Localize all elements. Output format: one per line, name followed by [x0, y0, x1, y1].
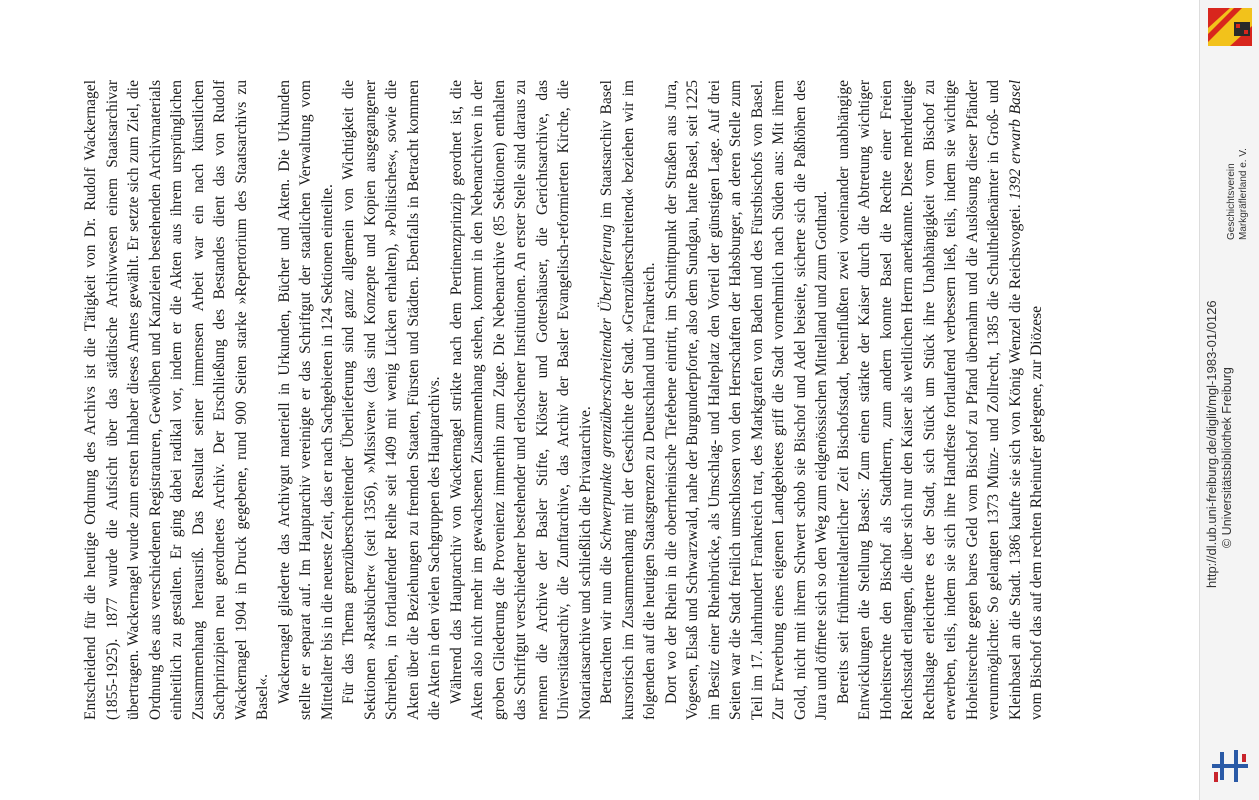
page-text	[80, 80, 1220, 720]
coat-of-arms-icon	[1208, 8, 1252, 46]
paragraph-2: Wackernagel gliederte das Archivgut materiell in Urkunden, Bücher und Akten. Die Urkunden stellte er separat auf. Im Hauptarchiv vereinigte er das Schriftgut der staatlichen Verwaltung vom Mittelalter bis in die neueste Zeit, das er nach Sachgebieten in 124 Sektionen einteilte.	[275, 80, 336, 720]
copyright-notice: © Universitätsbibliothek Freiburg	[1220, 367, 1234, 548]
italic-phrase: 1392 erwarb Basel	[1006, 79, 1024, 200]
ub-freiburg-logo-icon	[1210, 748, 1250, 784]
document-url-link[interactable]: http://dl.ub.uni-freiburg.de/diglit/mgl-1983-01/0126	[1204, 300, 1219, 588]
paragraph-6: Dort wo der Rhein in die oberrheinische Tiefebene eintritt, im Schnittpunkt der Straßen aus Jura, Vogesen, Elsaß und Schwarzwald, nahe der Burgunderpforte, also dem Sundgau, hatte Basel, seit 1225 im Besitz einer Rheinbrücke, als Umschlag- und Halteplatz den Vorteil der günstigen Lage. Auf drei Seiten war die Stadt freilich umschlossen von den Herrschaften der Habsburger, an deren Stelle zum Teil im 17. Jahrhundert Frankreich trat, des Markgrafen von Baden und des Fürstbischofs von Basel. Zur Erwerbung eines eigenen Landgebietes griff die Stadt vornehmlich nach Süden aus: Mit ihrem Gold, nicht mit ihrem Schwert schob sie Bischof und Adel beiseite, sicherte sich die Paßhöhen des Jura und öffnete sich so den Weg zum eidgenössischen Mittelland und zum Gotthard.	[662, 80, 830, 720]
paragraph-4: Während das Hauptarchiv von Wackernagel strikte nach dem Pertinenzprinzip geordnet ist, die Akten also nicht mehr im gewachsenen Zusammenhang stehen, kommt in den Nebenarchiven in der groben Gliederung die Provenienz immerhin zum Zuge. Die Nebenarchive (85 Sektionen) enthalten das Schriftgut verschiedener bestehender und erloschener Institutionen. An erster Stelle sind daraus zu nennen die Archive der Basler Stifte, Klöster und Gotteshäuser, die Gerichtsarchive, das Universitätsarchiv, die Zunftarchive, das Archiv der Basler Evangelisch-reformierten Kirche, die Notariatsarchive und schließlich die Privatarchive.	[447, 80, 594, 720]
paragraph-5: Betrachten wir nun die Schwerpunkte grenzüberschreitender Überlieferung im Staatsarchiv Basel kursorisch im Zusammenhang mit der Geschichte der Stadt. »Grenzüberschreitend« beziehen wir im folgenden auf die heutigen Staatsgrenzen zu Deutschland und Frankreich.	[598, 80, 658, 720]
paragraph-7: Bereits seit frühmittelalterlicher Zeit Bischofsstadt, beeinflußten zwei voneinander unabhängige Entwicklungen die Stellung Basels: Zum einen stärkte der Kaiser durch die Abtretung wichtiger Hoheitsrechte den Bischof als Stadtherrn, zum andern konnte Basel die Rechte einer Freien Reichsstadt erlangen, die über sich nur den Kaiser als weltlichen Herrn anerkannte. Diese mehrdeutige Rechtslage erleichterte es der Stadt, sich Stück um Stück ihre Unabhängigkeit vom Bischof zu erwerben, teils, indem sie sich ihre Handfeste fortlaufend verbessern ließ, teils, indem sie wichtige Hoheitsrechte gegen bares Geld vom Bischof zu Pfand übernahm und die Auslösung dieser Pfänder verunmöglichte: So gelangten 1373 Münz- und Zollrecht, 1385 die Schultheißenämter in Groß- und Kleinbasel an die Stadt. 1386 kaufte sie sich von König Wenzel die Reichsvogtei. 1392 erwarb Basel vom Bischof das auf dem rechten Rheinufer gelegene, zur Diözese	[834, 79, 1045, 720]
society-name-line1: Geschichtsverein	[1226, 163, 1237, 240]
italic-phrase: Schwerpunkte grenzüberschreitender Überlieferung	[598, 224, 615, 551]
society-name-line2: Markgräflerland e. V.	[1238, 148, 1249, 240]
paragraph-3: Für das Thema grenzüberschreitender Überlieferung sind ganz allgemein von Wichtigkeit die Sektionen »Ratsbücher« (seit 1356), »Missiven« (das sind Konzepte und Kopien ausgegangener Schreiben, in fortlaufender Reihe seit 1409 mit wenig Lücken erhalten), »Politisches«, sowie die Akten über die Beziehungen zu fremden Staaten, Fürsten und Städten. Ebenfalls in Betracht kommen die Akten in den vielen Sachgruppen des Hauptarchivs.	[340, 80, 443, 720]
paragraph-1: Entscheidend für die heutige Ordnung des Archivs ist die Tätigkeit von Dr. Rudolf Wackernagel (1855-1925). 1877 wurde die Aufsicht über das städtische Archivwesen einem Staatsarchivar übertragen. Wackernagel wurde zum ersten Inhaber dieses Amtes gewählt. Er setzte sich zum Ziel, die Ordnung des aus verschiedenen Registraturen, Gewölben und Kanzleien bestehenden Archivmaterials einheitlich zu gestalten. Er ging dabei radikal vor, indem er die Akten aus ihrem ursprünglichen Zusammenhang herausriß. Das Resultat seiner immensen Arbeit war ein nach künstlichen Sachprinzipien neu geordnetes Archiv. Der Erschließung des Bestandes dient das von Rudolf Wackernagel 1904 in Druck gegebene, rund 900 Seiten starke »Repertorium des Staatsarchivs zu Basel«.	[82, 80, 271, 720]
viewer-sidebar	[1199, 0, 1259, 800]
